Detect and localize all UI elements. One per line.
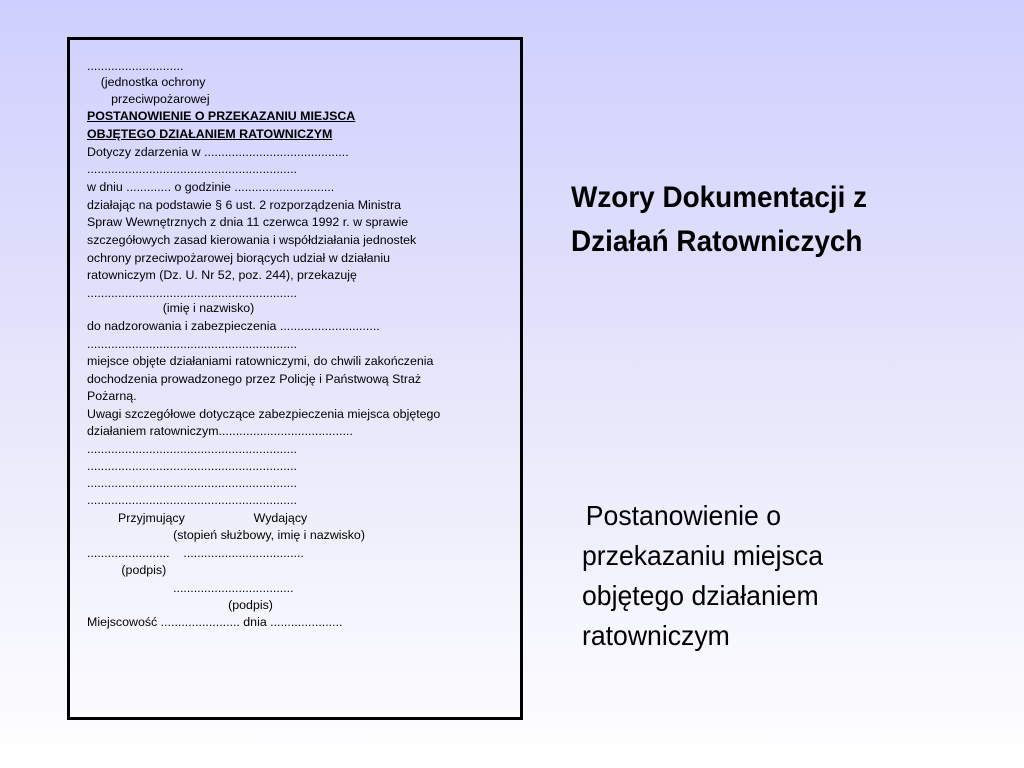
dots-line: ............................................................. bbox=[87, 493, 297, 507]
scope-text-1: miejsce objęte działaniami ratowniczymi, do chwili zakończenia bbox=[87, 354, 434, 368]
supervision-line: do nadzorowania i zabezpieczenia ............................. bbox=[87, 319, 380, 333]
signature-caption-2: (podpis) bbox=[87, 598, 273, 612]
legal-text-2: Spraw Wewnętrznych z dnia 11 czerwca 1992 r. w sprawie bbox=[87, 215, 409, 229]
date-time-line: w dniu ............. o godzinie ............................. bbox=[87, 180, 335, 194]
incident-line: Dotyczy zdarzenia w .......................................... bbox=[87, 145, 349, 159]
unit-label-2: przeciwpożarowej bbox=[87, 92, 210, 106]
legal-text-4: ochrony przeciwpożarowej biorących udział w działaniu bbox=[87, 251, 391, 265]
slide-title-line-2: Działań Ratowniczych bbox=[571, 225, 863, 258]
signature-dots-2: ................................... bbox=[87, 581, 294, 595]
unit-dots: ............................ bbox=[87, 59, 184, 73]
place-date-line: Miejscowość ....................... dnia ..................... bbox=[87, 615, 343, 629]
remarks-text-1: Uwagi szczegółowe dotyczące zabezpieczenia miejsca objętego bbox=[87, 407, 441, 421]
dots-line: ............................................................. bbox=[87, 162, 297, 176]
dots-line: ............................................................. bbox=[87, 442, 297, 456]
form-heading-1: POSTANOWIENIE O PRZEKAZANIU MIEJSCA bbox=[87, 109, 356, 123]
slide-subtitle-line-2: przekazaniu miejsca bbox=[582, 540, 823, 571]
scope-text-3: Pożarną. bbox=[87, 389, 137, 403]
legal-text-3: szczegółowych zasad kierowania i współdziałania jednostek bbox=[87, 233, 417, 247]
legal-text-5: ratowniczym (Dz. U. Nr 52, poz. 244), przekazuję bbox=[87, 268, 357, 282]
slide-title-line-1: Wzory Dokumentacji z bbox=[571, 181, 868, 214]
dots-line: ............................................................. bbox=[87, 286, 297, 300]
dots-line: ............................................................. bbox=[87, 476, 297, 490]
slide-subtitle bbox=[582, 496, 823, 656]
dots-line: ............................................................. bbox=[87, 337, 297, 351]
form-heading-2: OBJĘTEGO DZIAŁANIEM RATOWNICZYM bbox=[87, 127, 333, 141]
unit-label-1: (jednostka ochrony bbox=[87, 75, 206, 89]
slide-subtitle-line-3: objętego działaniem bbox=[582, 580, 819, 611]
slide-title bbox=[571, 176, 867, 264]
signatory-caption: (stopień służbowy, imię i nazwisko) bbox=[87, 528, 365, 542]
scope-text-2: dochodzenia prowadzonego przez Policję i Państwową Straż bbox=[87, 372, 422, 386]
name-caption: (imię i nazwisko) bbox=[87, 301, 255, 315]
dots-line: ............................................................. bbox=[87, 459, 297, 473]
slide-subtitle-line-1: Postanowienie o bbox=[585, 500, 782, 531]
signature-dots: ........................ ................................... bbox=[87, 546, 304, 560]
signatories-header: Przyjmujący Wydający bbox=[87, 511, 308, 525]
signature-caption-1: (podpis) bbox=[87, 563, 167, 577]
document-form bbox=[67, 37, 523, 720]
remarks-text-2: działaniem ratowniczym....................................... bbox=[87, 424, 353, 438]
slide-subtitle-line-4: ratowniczym bbox=[582, 620, 730, 651]
legal-text-1: działając na podstawie § 6 ust. 2 rozporządzenia Ministra bbox=[87, 198, 402, 212]
